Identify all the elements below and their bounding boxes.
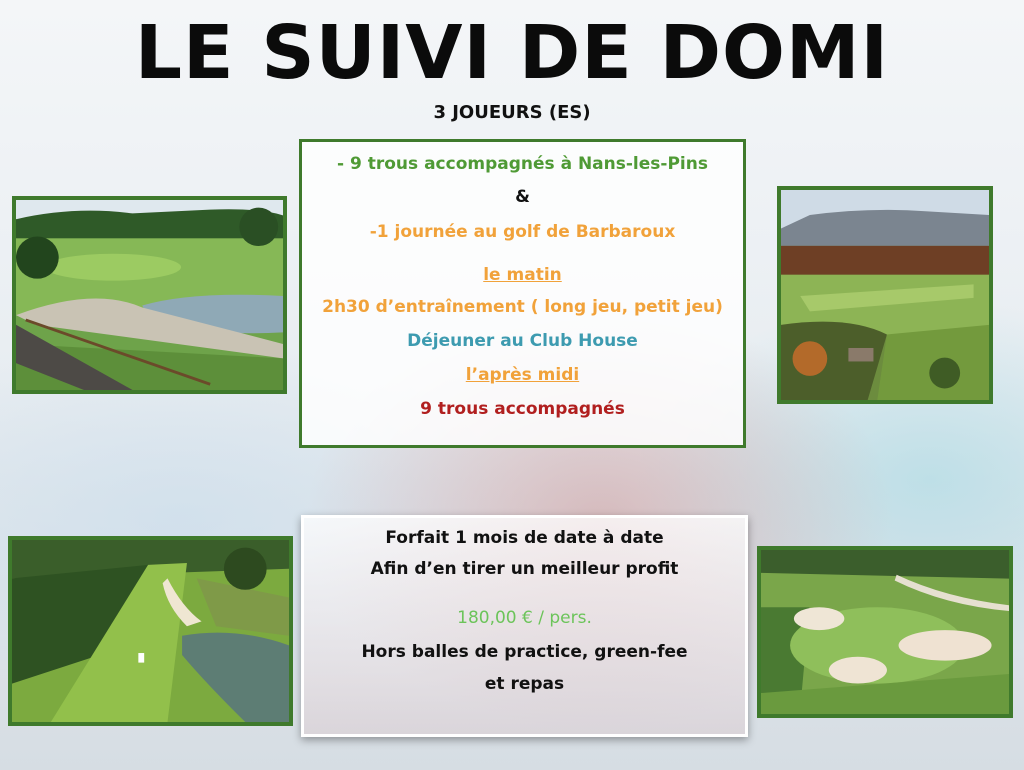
offer-price: 180,00 € / pers. xyxy=(457,608,592,628)
photo-landscape-mountain xyxy=(777,186,993,404)
offer-line-profit: Afin d’en tirer un meilleur profit xyxy=(370,559,679,579)
program-box xyxy=(299,139,746,448)
page-subtitle: 3 JOUEURS (ES) xyxy=(433,102,591,123)
program-line-holes: 9 trous accompagnés xyxy=(420,399,625,419)
photo-course-pond xyxy=(12,196,287,394)
offer-line-exclusions: Hors balles de practice, green-fee xyxy=(361,642,688,662)
offer-line-meals: et repas xyxy=(484,674,565,694)
photo-green-bunkers xyxy=(757,546,1013,718)
offer-box xyxy=(301,515,748,737)
program-line-nans: - 9 trous accompagnés à Nans-les-Pins xyxy=(337,154,708,174)
program-line-training: 2h30 d’entraînement ( long jeu, petit jeu) xyxy=(322,297,723,317)
program-line-morning: le matin xyxy=(483,265,562,285)
photo-aerial-fairway xyxy=(8,536,293,726)
program-line-lunch: Déjeuner au Club House xyxy=(407,331,638,351)
offer-line-forfait: Forfait 1 mois de date à date xyxy=(385,528,664,548)
program-line-afternoon: l’après midi xyxy=(465,365,580,385)
program-line-barbaroux: -1 journée au golf de Barbaroux xyxy=(369,222,676,242)
program-line-and: & xyxy=(515,187,530,207)
page-title: LE SUIVI DE DOMI xyxy=(134,10,890,96)
